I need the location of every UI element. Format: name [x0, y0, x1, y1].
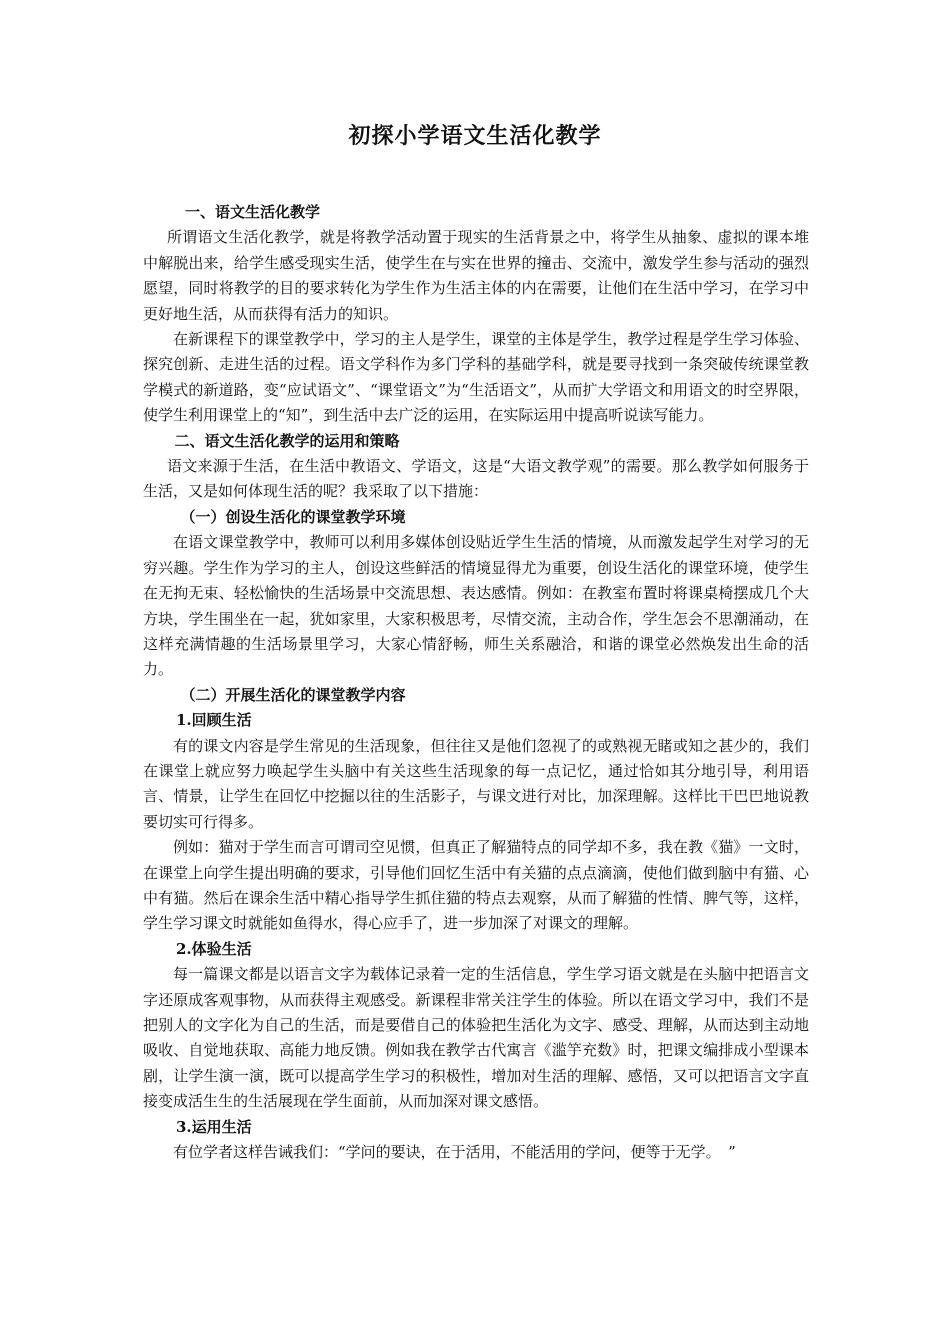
subsection-heading-1: （一）创设生活化的课堂教学环境 — [180, 507, 406, 526]
body-paragraph: 在新课程下的课堂教学中，学习的主人是学生，课堂的主体是学生，教学过程是学生学习体验、探究创新、走进生活的过程。语文学科作为多门学科的基础学科，就是要寻找到一条突破传统课堂教学模式的新道路，变“应试语文”、“课堂语文”为“生活语文”，从而扩大学语文和用语文的时空界限，使学生利用课堂上的“知”，到生活中去广泛的运用，在实际运用中提高听说读写能力。 — [143, 330, 809, 425]
body-paragraph: 有位学者这样告诫我们：“学问的要诀，在于活用，不能活用的学问，便等于无学。 ” — [173, 1143, 736, 1162]
item-heading-2: 2.体验生活 — [176, 939, 252, 958]
body-paragraph: 有的课文内容是学生常见的生活现象，但往往又是他们忽视了的或熟视无睹或知之甚少的，我们在课堂上就应努力唤起学生头脑中有关这些生活现象的每一点记忆，通过恰如其分地引导，利用语言、情景，让学生在回忆中挖掘以往的生活影子，与课文进行对比，加深理解。这样比干巴巴地说教要切实可行得多。 — [143, 736, 809, 831]
body-paragraph: 例如：猫对于学生而言可谓司空见惯，但真正了解猫特点的同学却不多，我在教《猫》一文时，在课堂上向学生提出明确的要求，引导他们回忆生活中有关猫的点点滴滴，使他们做到脑中有猫、心中有猫。然后在课余生活中精心指导学生抓住猫的特点去观察，从而了解猫的性情、脾气等，这样，学生学习课文时就能如鱼得水，得心应手了，进一步加深了对课文的理解。 — [143, 838, 809, 933]
body-paragraph: 语文来源于生活，在生活中教语文、学语文，这是“大语文教学观”的需要。那么教学如何服务于生活，又是如何体现生活的呢？我采取了以下措施： — [143, 457, 809, 501]
body-paragraph: 每一篇课文都是以语言文字为载体记录着一定的生活信息，学生学习语文就是在头脑中把语言文字还原成客观事物，从而获得主观感受。新课程非常关注学生的体验。所以在语文学习中，我们不是把别人的文字化为自己的生活，而是要借自己的体验把生活化为文字、感受、理解，从而达到主动地吸收、自觉地获取、高能力地反馈。例如我在教学古代寓言《滥竽充数》时，把课文编排成小型课本剧，让学生演一演，既可以提高学生学习的积极性，增加对生活的理解、感悟，又可以把语言文字直接变成活生生的生活展现在学生面前，从而加深对课文感悟。 — [143, 965, 809, 1111]
subsection-heading-2: （二）开展生活化的课堂教学内容 — [180, 685, 406, 704]
section-heading-2: 二、语文生活化教学的运用和策略 — [174, 431, 400, 450]
section-heading-1: 一、语文生活化教学 — [185, 203, 321, 221]
item-heading-1: 1.回顾生活 — [176, 711, 252, 730]
document-body — [143, 200, 809, 1165]
item-heading-3: 3.运用生活 — [176, 1117, 252, 1136]
body-paragraph: 在语文课堂教学中，教师可以利用多媒体创设贴近学生生活的情境，从而激发起学生对学习的无穷兴趣。学生作为学习的主人，创设这些鲜活的情境显得尤为重要，创设生活化的课堂环境，使学生在无拘无束、轻松愉快的生活场景中交流思想、表达感情。例如：在教室布置时将课桌椅摆成几个大方块，学生围坐在一起，犹如家里，大家积极思考，尽情交流，主动合作，学生怎会不思潮涌动，在这样充满情趣的生活场景里学习，大家心情舒畅，师生关系融洽，和谐的课堂必然焕发出生命的活力。 — [143, 533, 809, 679]
document-title: 初探小学语文生活化教学 — [348, 123, 602, 149]
body-paragraph: 所谓语文生活化教学，就是将教学活动置于现实的生活背景之中，将学生从抽象、虚拟的课本堆中解脱出来，给学生感受现实生活，使学生在与实在世界的撞击、交流中，激发学生参与活动的强烈愿望，同时将教学的目的要求转化为学生作为生活主体的内在需要，让他们在生活中学习，在学习中更好地生活，从而获得有活力的知识。 — [143, 228, 809, 323]
